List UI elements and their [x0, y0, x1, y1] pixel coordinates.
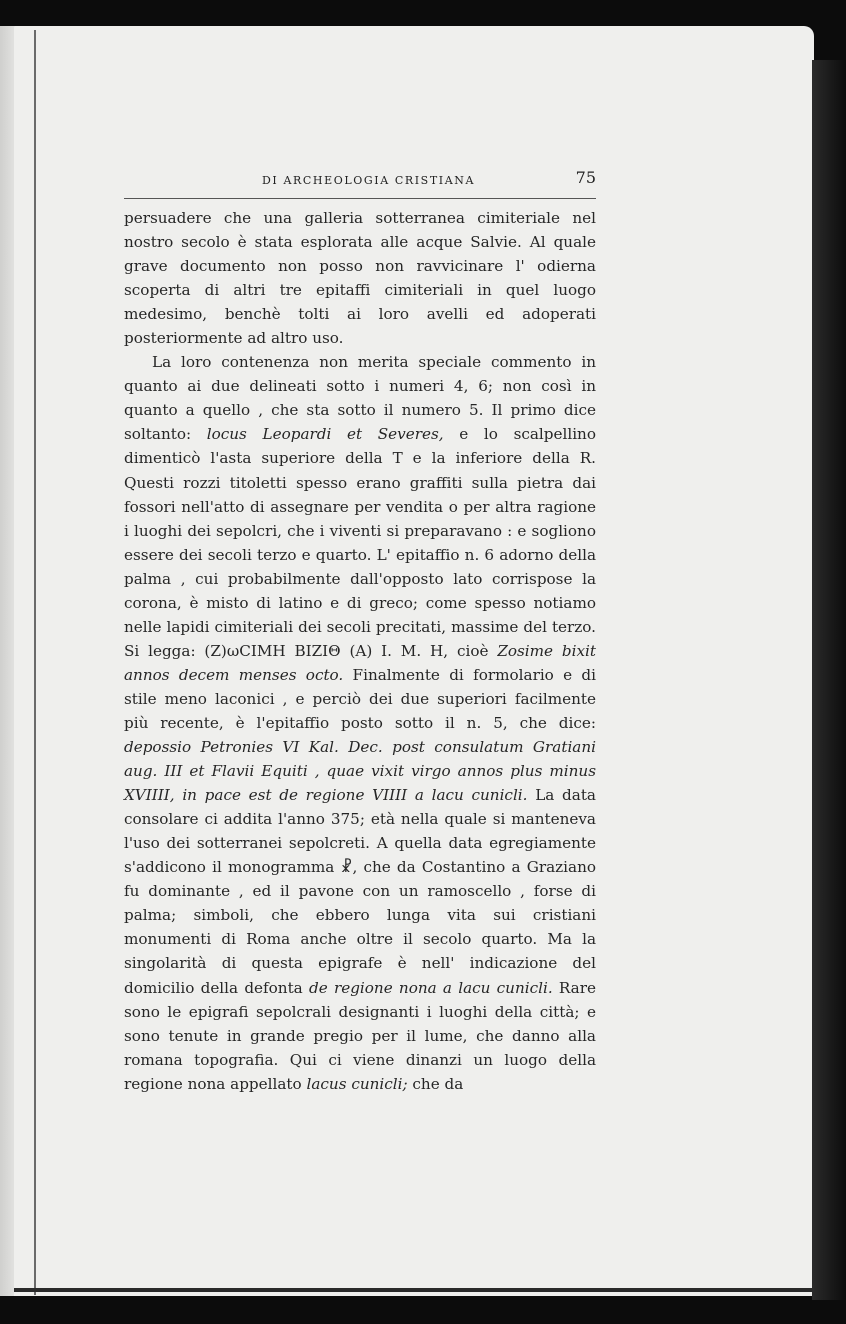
body-text	[124, 206, 596, 1096]
running-title: DI ARCHEOLOGIA CRISTIANA	[262, 174, 476, 187]
header-rule	[124, 198, 596, 199]
text-run: La loro contenenza non merita speciale commento in quanto ai due delineati sotto i numeri 4, 6; non così in quanto a quello , che sta sotto il numero 5. Il primo dice soltanto:	[124, 353, 596, 444]
text-run: Rare sono le epigrafi sepolcrali designanti i luoghi della città; e sono tenute in grande pregio per il lume, che danno alla romana topografia. Qui ci viene dinanzi un luogo della regione nona appellato	[124, 978, 596, 1093]
text-run: che da	[407, 1074, 464, 1093]
italic-run: de regione nona a lacu cunicli.	[308, 978, 553, 997]
text-run: e lo scalpellino dimenticò l'asta superiore della T e la inferiore della R. Questi rozzi titoletti spesso erano graffiti sulla pietra dai fossori nell'atto di assegnare per vendita o per altra ragione i luoghi dei sepolcri, che i viventi si preparavano : e sogliono essere dei secoli terzo e quarto. L' epitaffio n. 6 adorno della palma , cui probabilmente dall'opposto lato corrispose la corona, è misto di latino e di greco; come spesso notiamo nelle lapidi cimiteriali dei secoli precitati, massime del terzo. Si legga: (Z)ωCIMH BIZIΘ (A) I. M. H, cioè	[124, 425, 596, 660]
italic-run: depossio Petronies VI Kal. Dec. post consulatum Gratiani aug. III et Flavii Equiti , quae vixit virgo annos plus minus XVIIII, in pace est de regione VIIII a lacu cunicli.	[124, 738, 596, 805]
running-header	[124, 166, 596, 192]
text-run: La data consolare ci addita l'anno 375; età nella quale si manteneva l'uso dei sotterranei sepolcreti. A quella data egregiamente s'addicono il monogramma ☧, che da Costantino a Graziano fu dominante , ed il pavone con un ramoscello , forse di palma; simboli, che ebbero lunga vita sui cristiani monumenti di Roma anche oltre il secolo quarto. Ma la singolarità di questa epigrafe è nell' indicazione del domicilio della defonta	[124, 786, 596, 997]
text-run: Finalmente di formolario e di stile meno laconici , e perciò dei due superiori facilmente più recente, è l'epitaffio posto sotto il n. 5, che dice:	[124, 665, 596, 732]
page-number: 75	[575, 168, 596, 187]
binding-line	[34, 30, 36, 1295]
scan-shadow	[812, 60, 846, 1300]
bottom-edge	[14, 1288, 814, 1292]
paragraph-1: persuadere che una galleria sotterranea cimiteriale nel nostro secolo è stata esplorata alle acque Salvie. Al quale grave documento non posso non ravvicinare l' odierna scoperta di altri tre epitaffi cimiteriali in quel luogo medesimo, benchè tolti ai loro avelli ed adoperati posteriormente ad altro uso.	[124, 209, 596, 348]
paragraph-2	[124, 350, 596, 1095]
italic-run: lacus cunicli;	[306, 1074, 408, 1093]
italic-run: locus Leopardi et Severes,	[206, 425, 444, 444]
italic-run: Zosime bixit annos decem menses octo.	[124, 641, 597, 684]
